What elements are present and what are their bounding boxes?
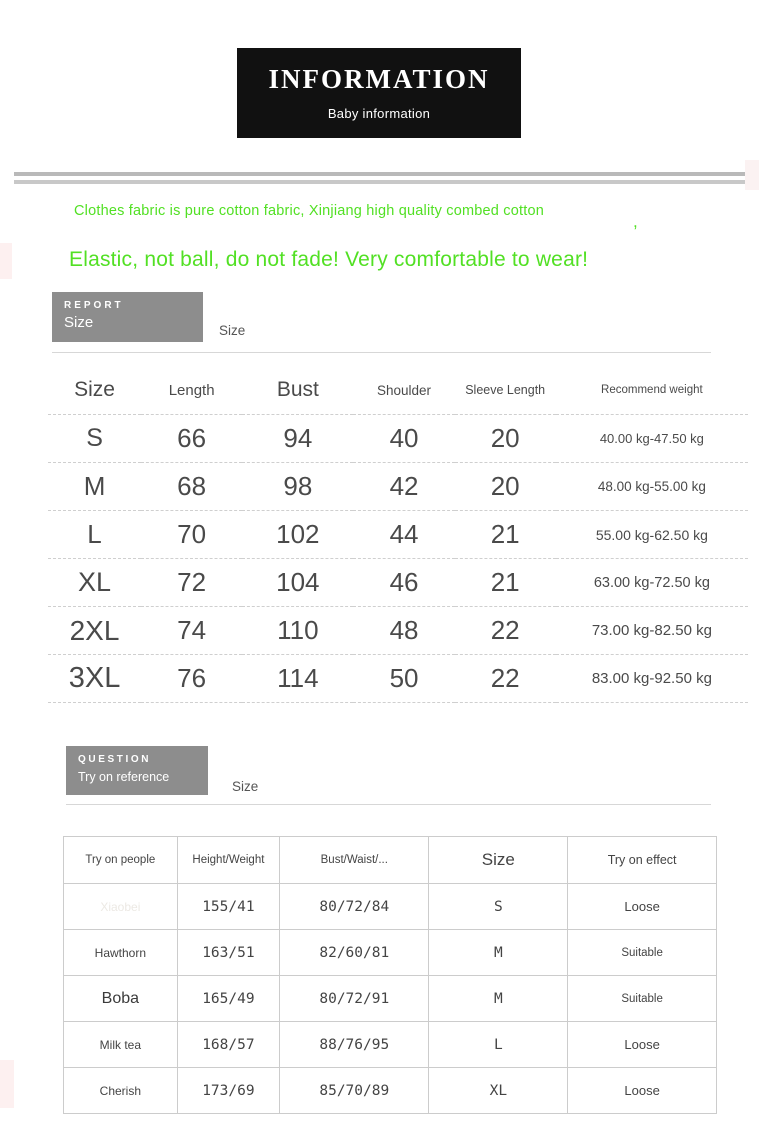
table-row	[48, 415, 748, 463]
size-header-shoulder: Shoulder	[377, 382, 432, 398]
decorative-block-left-upper	[0, 243, 12, 279]
section-tab-report	[52, 292, 203, 342]
tryon-cell-height-weight: 155/41	[177, 884, 279, 930]
divider-bar-top	[14, 172, 745, 176]
size-cell-weight: 55.00 kg-62.50 kg	[595, 526, 708, 543]
size-cell-bust: 114	[277, 663, 319, 693]
tryon-cell-height-weight: 165/49	[177, 976, 279, 1022]
tryon-cell-effect: Loose	[568, 1022, 717, 1068]
size-cell-weight: 63.00 kg-72.50 kg	[593, 574, 710, 591]
tryon-cell-size: L	[429, 1022, 568, 1068]
tryon-cell-bust-waist: 80/72/84	[280, 884, 429, 930]
size-cell-weight: 73.00 kg-82.50 kg	[591, 622, 712, 639]
tryon-cell-height-weight: 163/51	[177, 930, 279, 976]
tryon-cell-size: M	[429, 930, 568, 976]
size-cell-shoulder: 50	[389, 663, 419, 693]
section-report-rule	[52, 352, 711, 353]
table-row	[64, 976, 717, 1022]
size-cell-weight: 40.00 kg-47.50 kg	[599, 431, 704, 446]
tryon-cell-effect: Loose	[568, 884, 717, 930]
size-header-size: Size	[74, 378, 115, 401]
table-row	[48, 463, 748, 511]
size-cell-size: 3XL	[68, 662, 121, 694]
size-cell-sleeve: 22	[490, 615, 520, 645]
section-question-name: Try on reference	[78, 770, 170, 784]
section-question-side-label: Size	[232, 779, 259, 794]
tryon-cell-person: Xiaobei	[64, 884, 178, 930]
size-cell-size: M	[83, 471, 106, 501]
table-row	[64, 930, 717, 976]
decorative-block-left-lower	[0, 1060, 14, 1108]
size-cell-shoulder: 48	[389, 615, 419, 645]
tryon-cell-bust-waist: 82/60/81	[280, 930, 429, 976]
table-row	[64, 1068, 717, 1114]
size-cell-bust: 102	[276, 519, 320, 549]
tryon-header-people: Try on people	[64, 837, 178, 884]
table-row	[48, 511, 748, 559]
information-banner	[237, 48, 521, 138]
tryon-cell-person: Cherish	[64, 1068, 178, 1114]
size-cell-sleeve: 22	[490, 663, 520, 693]
promo-comma: ,	[633, 212, 638, 231]
tryon-cell-bust-waist: 85/70/89	[280, 1068, 429, 1114]
size-cell-sleeve: 21	[490, 519, 520, 549]
table-row	[48, 607, 748, 655]
comfort-description: Elastic, not ball, do not fade! Very comfortable to wear!	[69, 248, 589, 271]
size-cell-bust: 104	[276, 567, 320, 597]
size-chart-table	[48, 366, 748, 703]
banner-subtitle: Baby information	[327, 106, 431, 121]
tryon-cell-height-weight: 173/69	[177, 1068, 279, 1114]
tryon-header-effect: Try on effect	[568, 837, 717, 884]
tryon-header-height-weight: Height/Weight	[177, 837, 279, 884]
table-row	[48, 655, 748, 703]
tryon-cell-effect: Loose	[568, 1068, 717, 1114]
tryon-cell-size: M	[429, 976, 568, 1022]
tryon-cell-bust-waist: 88/76/95	[280, 1022, 429, 1068]
tryon-header-row	[64, 837, 717, 884]
size-header-sleeve: Sleeve Length	[465, 382, 546, 397]
size-cell-bust: 98	[283, 471, 313, 501]
size-cell-sleeve: 20	[490, 471, 520, 501]
section-report-side-label: Size	[219, 323, 246, 338]
size-cell-bust: 94	[283, 423, 313, 453]
size-cell-length: 76	[177, 663, 207, 693]
size-cell-length: 68	[177, 471, 207, 501]
table-row	[48, 559, 748, 607]
tryon-cell-person: Milk tea	[64, 1022, 178, 1068]
size-header-length: Length	[168, 381, 215, 399]
size-cell-size: XL	[78, 567, 112, 597]
size-header-bust: Bust	[276, 378, 319, 401]
tryon-cell-size: XL	[429, 1068, 568, 1114]
tryon-cell-height-weight: 168/57	[177, 1022, 279, 1068]
table-row	[64, 1022, 717, 1068]
size-cell-bust: 110	[277, 615, 319, 645]
size-cell-shoulder: 44	[389, 519, 419, 549]
decorative-block-right	[745, 160, 759, 190]
size-cell-size: S	[86, 424, 103, 452]
size-cell-shoulder: 42	[389, 471, 419, 501]
size-cell-weight: 48.00 kg-55.00 kg	[597, 479, 706, 494]
tryon-cell-effect: Suitable	[568, 930, 717, 976]
tryon-cell-person: Boba	[64, 976, 178, 1022]
size-cell-weight: 83.00 kg-92.50 kg	[591, 670, 712, 687]
size-cell-size: L	[87, 519, 102, 549]
size-header-weight: Recommend weight	[601, 384, 703, 396]
section-tab-question	[66, 746, 208, 795]
tryon-cell-bust-waist: 80/72/91	[280, 976, 429, 1022]
size-cell-length: 70	[177, 519, 207, 549]
tryon-cell-effect: Suitable	[568, 976, 717, 1022]
section-question-rule	[66, 804, 711, 805]
tryon-cell-person: Hawthorn	[64, 930, 178, 976]
size-cell-sleeve: 21	[490, 567, 520, 597]
size-cell-length: 74	[177, 615, 207, 645]
fabric-description: Clothes fabric is pure cotton fabric, Xinjiang high quality combed cotton	[74, 203, 544, 219]
section-report-kicker: REPORT	[64, 300, 124, 311]
size-chart-header-row	[48, 366, 748, 415]
size-cell-length: 72	[177, 567, 207, 597]
size-cell-sleeve: 20	[490, 423, 520, 453]
tryon-reference-table	[63, 836, 717, 1114]
size-cell-size: 2XL	[69, 614, 120, 646]
section-question-kicker: QUESTION	[78, 754, 152, 765]
tryon-header-bust-waist: Bust/Waist/...	[280, 837, 429, 884]
size-cell-shoulder: 46	[389, 567, 419, 597]
divider-bar-bottom	[14, 180, 745, 184]
section-report-name: Size	[64, 314, 94, 331]
banner-title: INFORMATION	[268, 64, 490, 94]
size-cell-shoulder: 40	[389, 423, 419, 453]
size-cell-length: 66	[177, 423, 207, 453]
tryon-cell-size: S	[429, 884, 568, 930]
table-row	[64, 884, 717, 930]
tryon-header-size: Size	[429, 837, 568, 884]
